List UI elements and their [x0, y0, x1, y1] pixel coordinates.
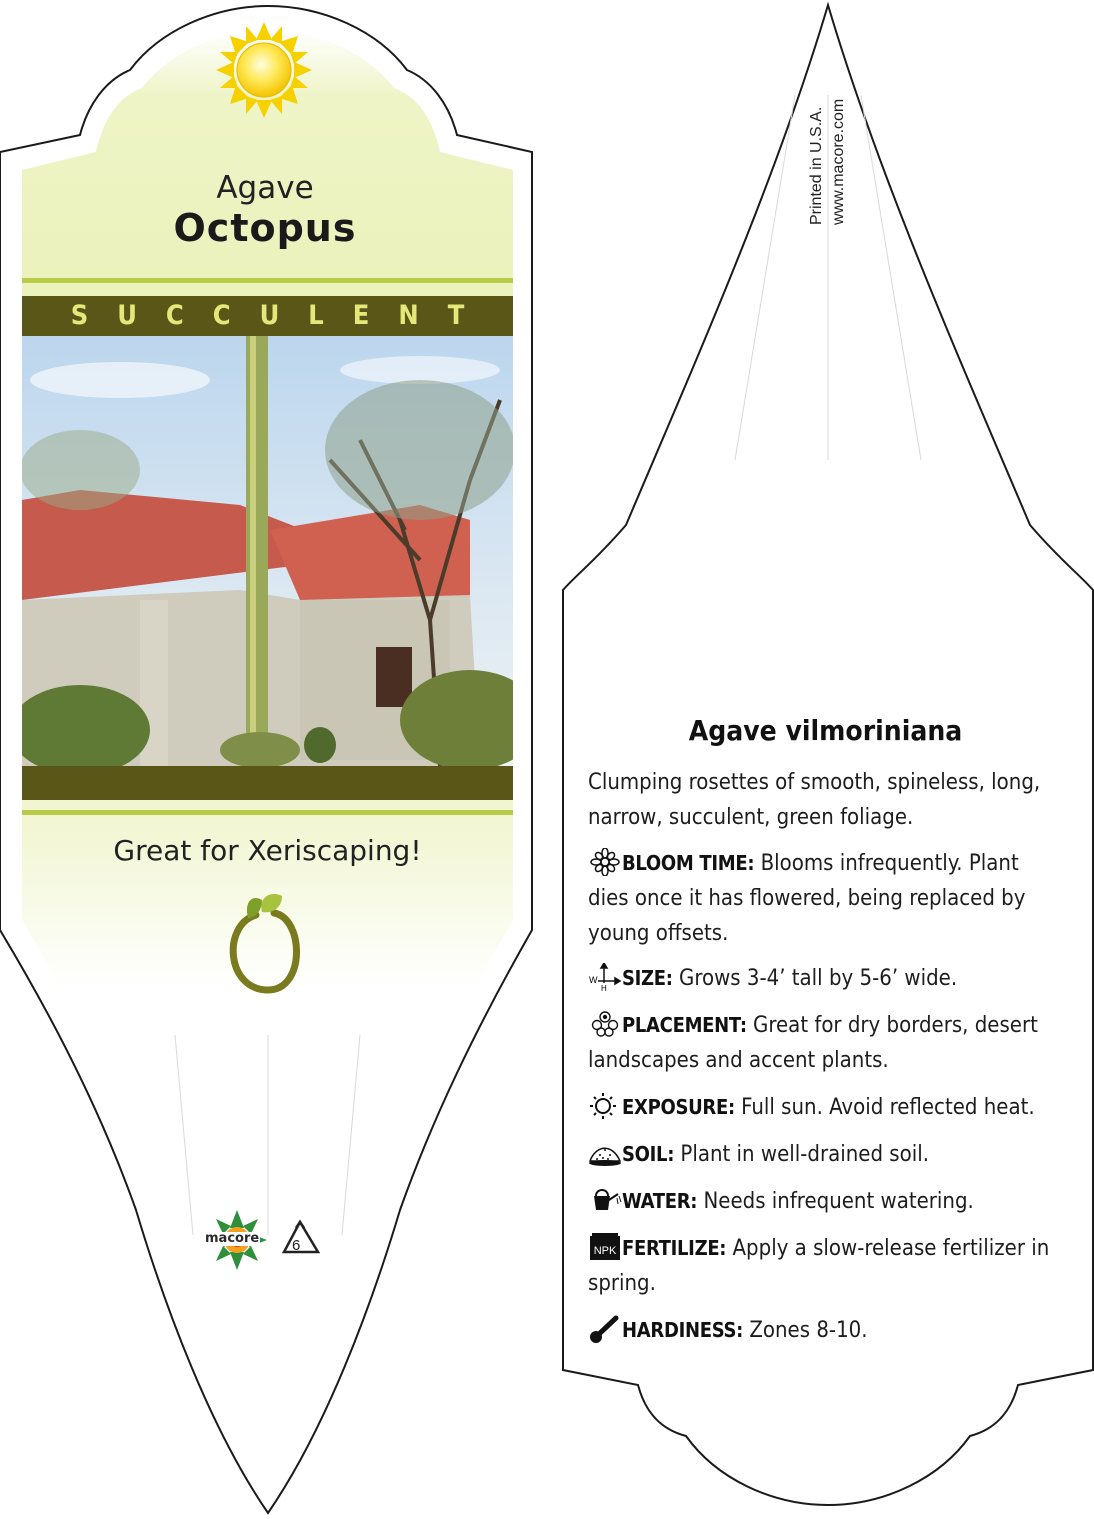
soil-pile-icon — [588, 1139, 622, 1167]
fertilizer-bag-icon — [588, 1233, 622, 1261]
attr-text: Apply a slow-release fertilizer in spring. — [588, 1236, 1050, 1296]
front-genus-name: Agave — [216, 170, 314, 206]
attr-label: PLACEMENT: — [622, 1013, 747, 1037]
divider-top — [22, 278, 513, 283]
divider-bottom — [22, 810, 513, 815]
botanical-name: Agave vilmoriniana — [688, 714, 963, 747]
photo-bottom-band — [22, 766, 513, 800]
sun-icon — [588, 1092, 622, 1120]
npk-label: NPK — [593, 1245, 617, 1257]
attr-exposure — [588, 1090, 1058, 1125]
flower-icon — [588, 848, 622, 876]
attr-text: Great for dry borders, desert landscapes and accent plants. — [588, 1013, 1038, 1073]
attr-text: Grows 3-4’ tall by 5-6’ wide. — [679, 966, 958, 991]
attr-label: FERTILIZE: — [622, 1236, 727, 1260]
size-width-letter: W — [589, 975, 598, 985]
attr-soil — [588, 1137, 1058, 1172]
attr-label: SOIL: — [622, 1142, 675, 1166]
attr-label: WATER: — [622, 1189, 698, 1213]
printed-in-text: Printed in U.S.A. — [808, 106, 825, 225]
attr-text: Plant in well-drained soil. — [680, 1142, 930, 1167]
sun-graphic — [216, 22, 312, 118]
brand-name: macore — [205, 1231, 260, 1246]
watering-can-icon — [588, 1186, 622, 1214]
website-text: www.macore.com — [830, 98, 847, 225]
attr-bloom-time — [588, 846, 1058, 951]
description: Clumping rosettes of smooth, spineless, long, narrow, succulent, green foliage. — [588, 770, 1041, 830]
attr-label: SIZE: — [622, 966, 673, 990]
category-band: SUCCULENT — [22, 296, 513, 336]
placement-flowers-icon — [588, 1010, 622, 1038]
front-cultivar-name: Octopus — [173, 206, 357, 250]
plant-photo — [10, 336, 540, 775]
attr-label: HARDINESS: — [622, 1318, 744, 1342]
attr-label: EXPOSURE: — [622, 1095, 735, 1119]
attr-text: Blooms infrequently. Plant dies once it has flowered, being replaced by young offsets. — [588, 851, 1026, 946]
size-arrows-icon — [588, 963, 622, 991]
thermometer-icon — [588, 1315, 622, 1343]
attr-size — [588, 961, 1058, 996]
attr-hardiness — [588, 1313, 1058, 1348]
attr-text: Needs infrequent watering. — [703, 1189, 974, 1214]
size-height-letter: H — [601, 984, 607, 991]
tagline: Great for Xeriscaping! — [113, 834, 422, 867]
recycle-number: 6 — [292, 1237, 301, 1254]
attr-placement — [588, 1008, 1058, 1078]
attr-text: Full sun. Avoid reflected heat. — [741, 1095, 1035, 1120]
attr-fertilize — [588, 1231, 1058, 1301]
attr-label: BLOOM TIME: — [622, 851, 755, 875]
attr-water — [588, 1184, 1058, 1219]
attr-text: Zones 8-10. — [749, 1318, 868, 1343]
